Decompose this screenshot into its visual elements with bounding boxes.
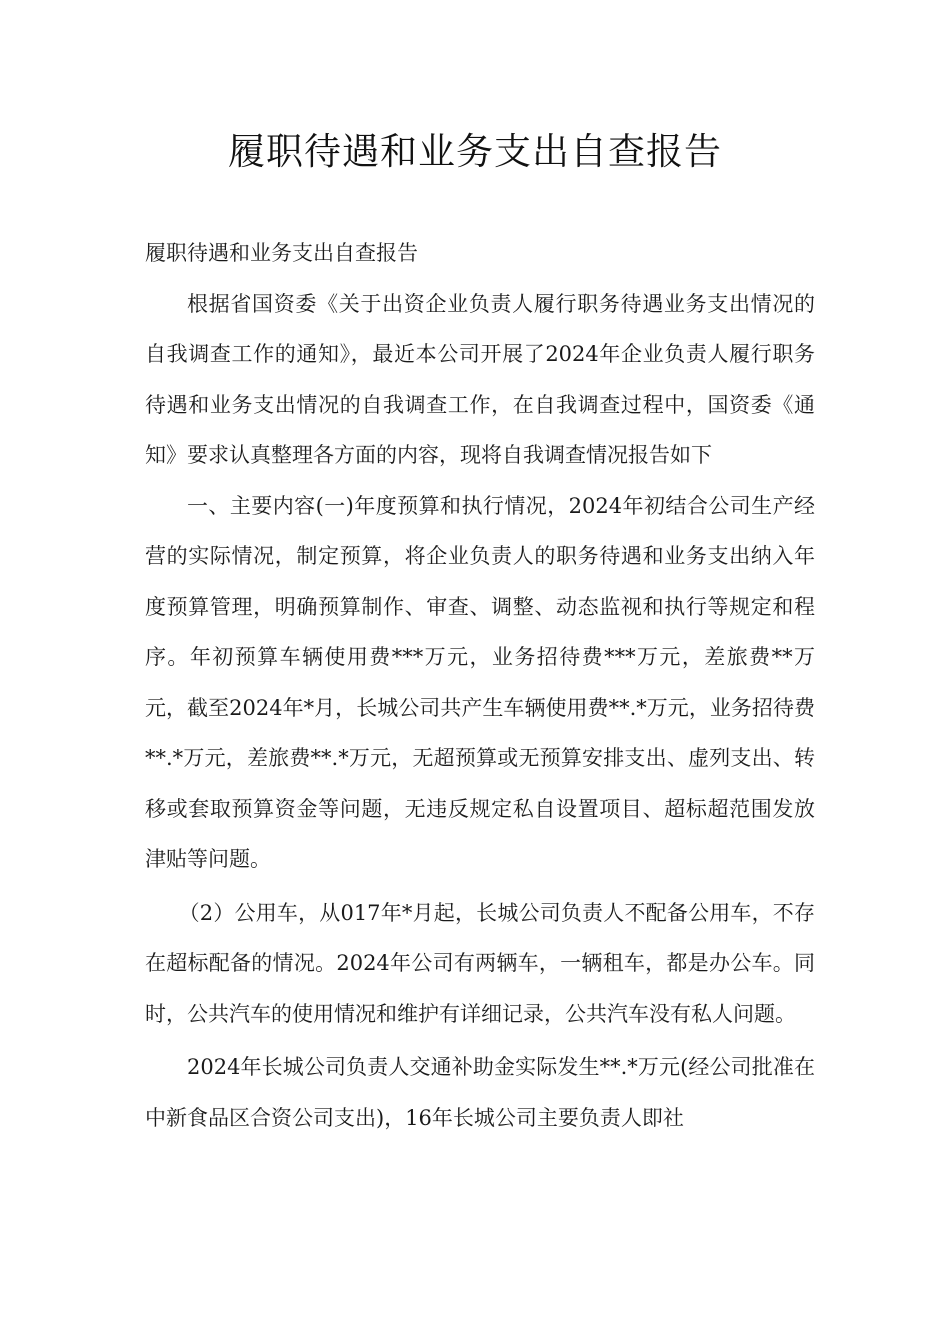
paragraph-budget: 一、主要内容(一)年度预算和执行情况，2024年初结合公司生产经营的实际情况，制定预算，将企业负责人的职务待遇和业务支出纳入年度预算管理，明确预算制作、审查、调整、动态监视和执行等规定和程序。年初预算车辆使用费***万元，业务招待费***万元，差旅费**万元，截至2024年*月，长城公司共产生车辆使用费**.*万元，业务招待费**.*万元，差旅费**.*万元，无超预算或无预算安排支出、虚列支出、转移或套取预算资金等问题，无违反规定私自设置项目、超标超范围发放津贴等问题。 — [145, 493, 815, 871]
document-subtitle: 履职待遇和业务支出自查报告 — [145, 241, 418, 265]
document-body — [145, 228, 815, 1143]
paragraph-transport-subsidy: 2024年长城公司负责人交通补助金实际发生**.*万元(经公司批准在中新食品区合资公司支出)，16年长城公司主要负责人即社 — [145, 1055, 815, 1130]
document-title: 履职待遇和业务支出自查报告 — [228, 130, 722, 173]
paragraph-intro: 根据省国资委《关于出资企业负责人履行职务待遇业务支出情况的自我调查工作的通知》，最近本公司开展了2024年企业负责人履行职务待遇和业务支出情况的自我调查工作，在自我调查过程中，国资委《通知》要求认真整理各方面的内容，现将自我调查情况报告如下 — [145, 291, 815, 467]
paragraph-vehicles: （2）公用车，从017年*月起，长城公司负责人不配备公用车，不存在超标配备的情况。2024年公司有两辆车，一辆租车，都是办公车。同时，公共汽车的使用情况和维护有详细记录，公共汽车没有私人问题。 — [145, 900, 815, 1026]
